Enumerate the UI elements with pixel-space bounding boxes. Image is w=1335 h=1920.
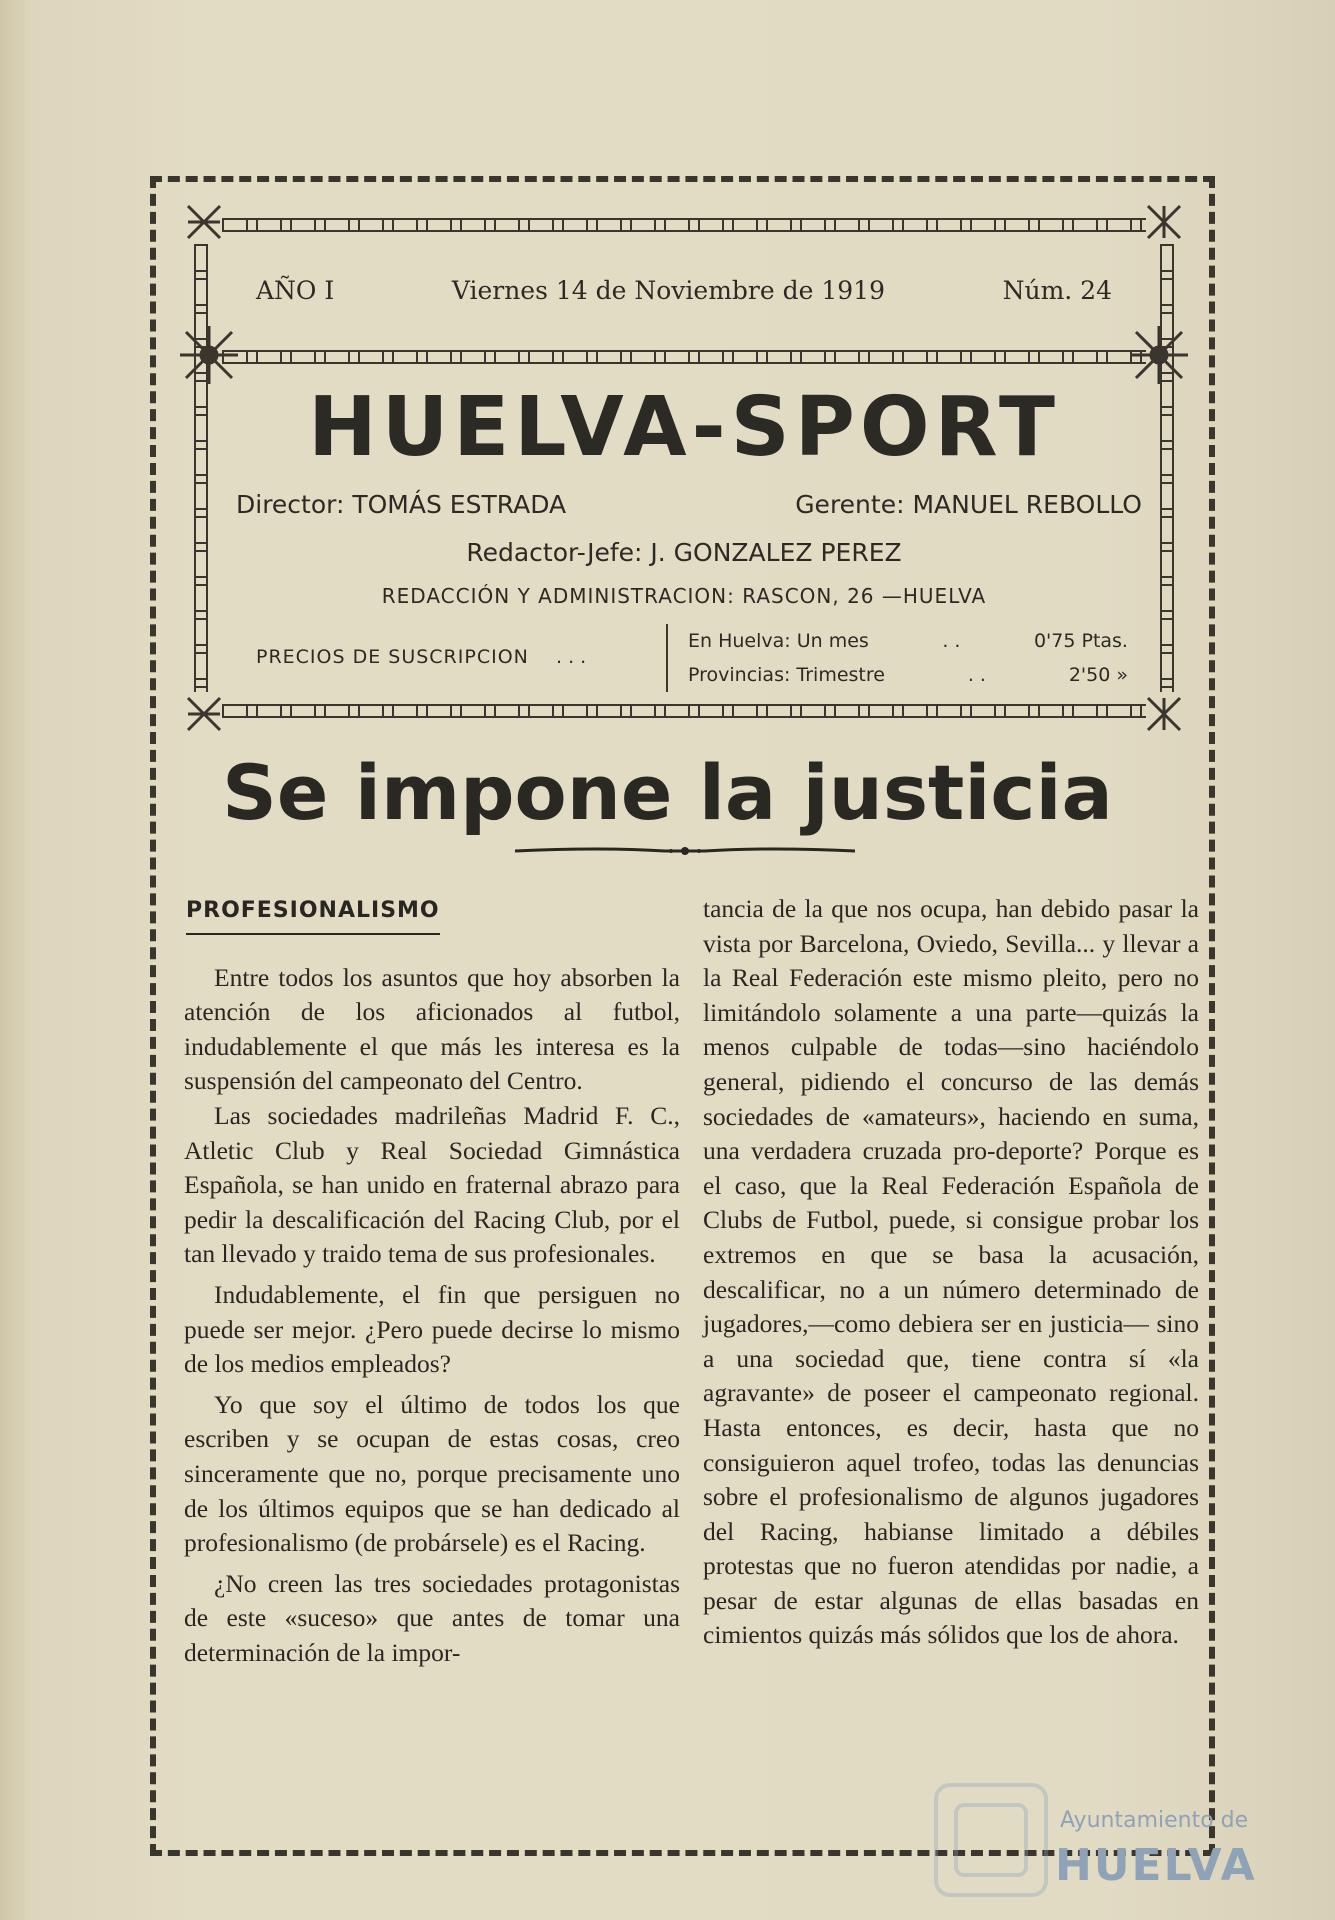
subscription-prices (256, 624, 1128, 694)
article-column-right (703, 892, 1199, 1653)
prices-list (666, 624, 1128, 692)
chief-editor-credit: Redactor-Jefe: J. GONZALEZ PEREZ (466, 538, 902, 567)
rosette-ornament-icon (1126, 322, 1192, 388)
prices-label: PRECIOS DE SUSCRIPCION (256, 646, 529, 668)
masthead (186, 204, 1182, 732)
corner-ornament-icon (1146, 696, 1182, 732)
decorative-rule (515, 846, 855, 856)
article-column-left (184, 892, 680, 1670)
corner-ornament-icon (186, 696, 222, 732)
watermark-line-2: HUELVA (1055, 1840, 1257, 1891)
newspaper-title: HUELVA-SPORT (308, 380, 1060, 475)
issue-number: Núm. 24 (1002, 276, 1112, 305)
director-credit: Director: TOMÁS ESTRADA (236, 490, 567, 519)
price-label: En Huelva: Un mes (688, 630, 869, 652)
price-label: Provincias: Trimestre (688, 664, 885, 686)
price-dots: . . (942, 630, 961, 652)
article-paragraph: Indudablemente, el fin que persiguen no puede ser mejor. ¿Pero puede decirse lo mismo de los medios empleados? (184, 1279, 680, 1379)
section-heading: PROFESIONALISMO (186, 894, 440, 935)
issue-date: Viernes 14 de Noviembre de 1919 (451, 276, 885, 305)
price-row (688, 658, 1128, 692)
corner-ornament-icon (1146, 204, 1182, 240)
staff-row (236, 490, 1142, 519)
article-paragraph: Entre todos los asuntos que hoy absorben la atención de los aficionados al futbol, indudablemente el que más les interesa es la suspensión del campeonato del Centro. (184, 962, 680, 1096)
address-line: REDACCIÓN Y ADMINISTRACION: RASCON, 26 —HUELVA (381, 584, 987, 608)
article-paragraph: ¿No creen las tres sociedades protagonistas de este «suceso» que antes de tomar una determinación de la impor- (184, 1568, 680, 1667)
issue-info-row (256, 276, 1112, 305)
rosette-ornament-icon (176, 322, 242, 388)
ornamental-border-bottom (222, 704, 1146, 718)
price-row (688, 624, 1128, 658)
ornamental-border-top (222, 218, 1146, 232)
prices-dots: . . . (556, 646, 587, 668)
watermark-line-1: Ayuntamiento de (1060, 1808, 1249, 1833)
corner-ornament-icon (186, 204, 222, 240)
ornamental-border-middle (222, 350, 1146, 364)
article-paragraph: tancia de la que nos ocupa, han debido pasar la vista por Barcelona, Oviedo, Sevilla... y llevar a la Real Federación este mismo pleito, pero no limitándolo solamente a una parte—quizás la menos culpable de todas—sino haciéndolo general, pidiendo el concurso de las demás sociedades de «amateurs», haciendo en suma, una verdadera cruzada pro-deporte? Porque es el caso, que la Real Federación Española de Clubs de Futbol, puede, si consigue probar los extremos en que se basa la acusación, descalificar, no a un número determinado de jugadores,—como debiera ser en justicia— sino a una sociedad que, tiene contra sí «la agravante» de poseer el campeonato regional. Hasta entonces, es decir, hasta que no consiguieron aquel trofeo, todas las denuncias sobre el profesionalismo de algunos jugadores del Racing, habianse limitado a débiles protestas que no fueron atendidas por nadie, a pesar de estar algunas de ellas basadas en cimientos quizás más sólidos que los de ahora. (703, 894, 1199, 1650)
price-amount: 0'75 Ptas. (1033, 630, 1128, 652)
manager-credit: Gerente: MANUEL REBOLLO (795, 490, 1142, 519)
issue-year: AÑO I (256, 276, 335, 305)
article-paragraph: Yo que soy el último de todos los que escriben y se ocupan de estas cosas, creo sinceramente que no, porque precisamente uno de los últimos equipos que se han dedicado al profesionalismo (de probársele) es el Racing. (184, 1389, 680, 1558)
price-dots: . . (967, 664, 986, 686)
article-headline: Se impone la justicia (222, 748, 1113, 837)
article-paragraph: Las sociedades madrileñas Madrid F. C., Atletic Club y Real Sociedad Gimnástica Española, se han unido en fraternal abrazo para pedir la descalificación del Racing Club, por el tan llevado y traido tema de sus profesionales. (184, 1100, 680, 1269)
price-amount: 2'50 » (1068, 664, 1128, 686)
